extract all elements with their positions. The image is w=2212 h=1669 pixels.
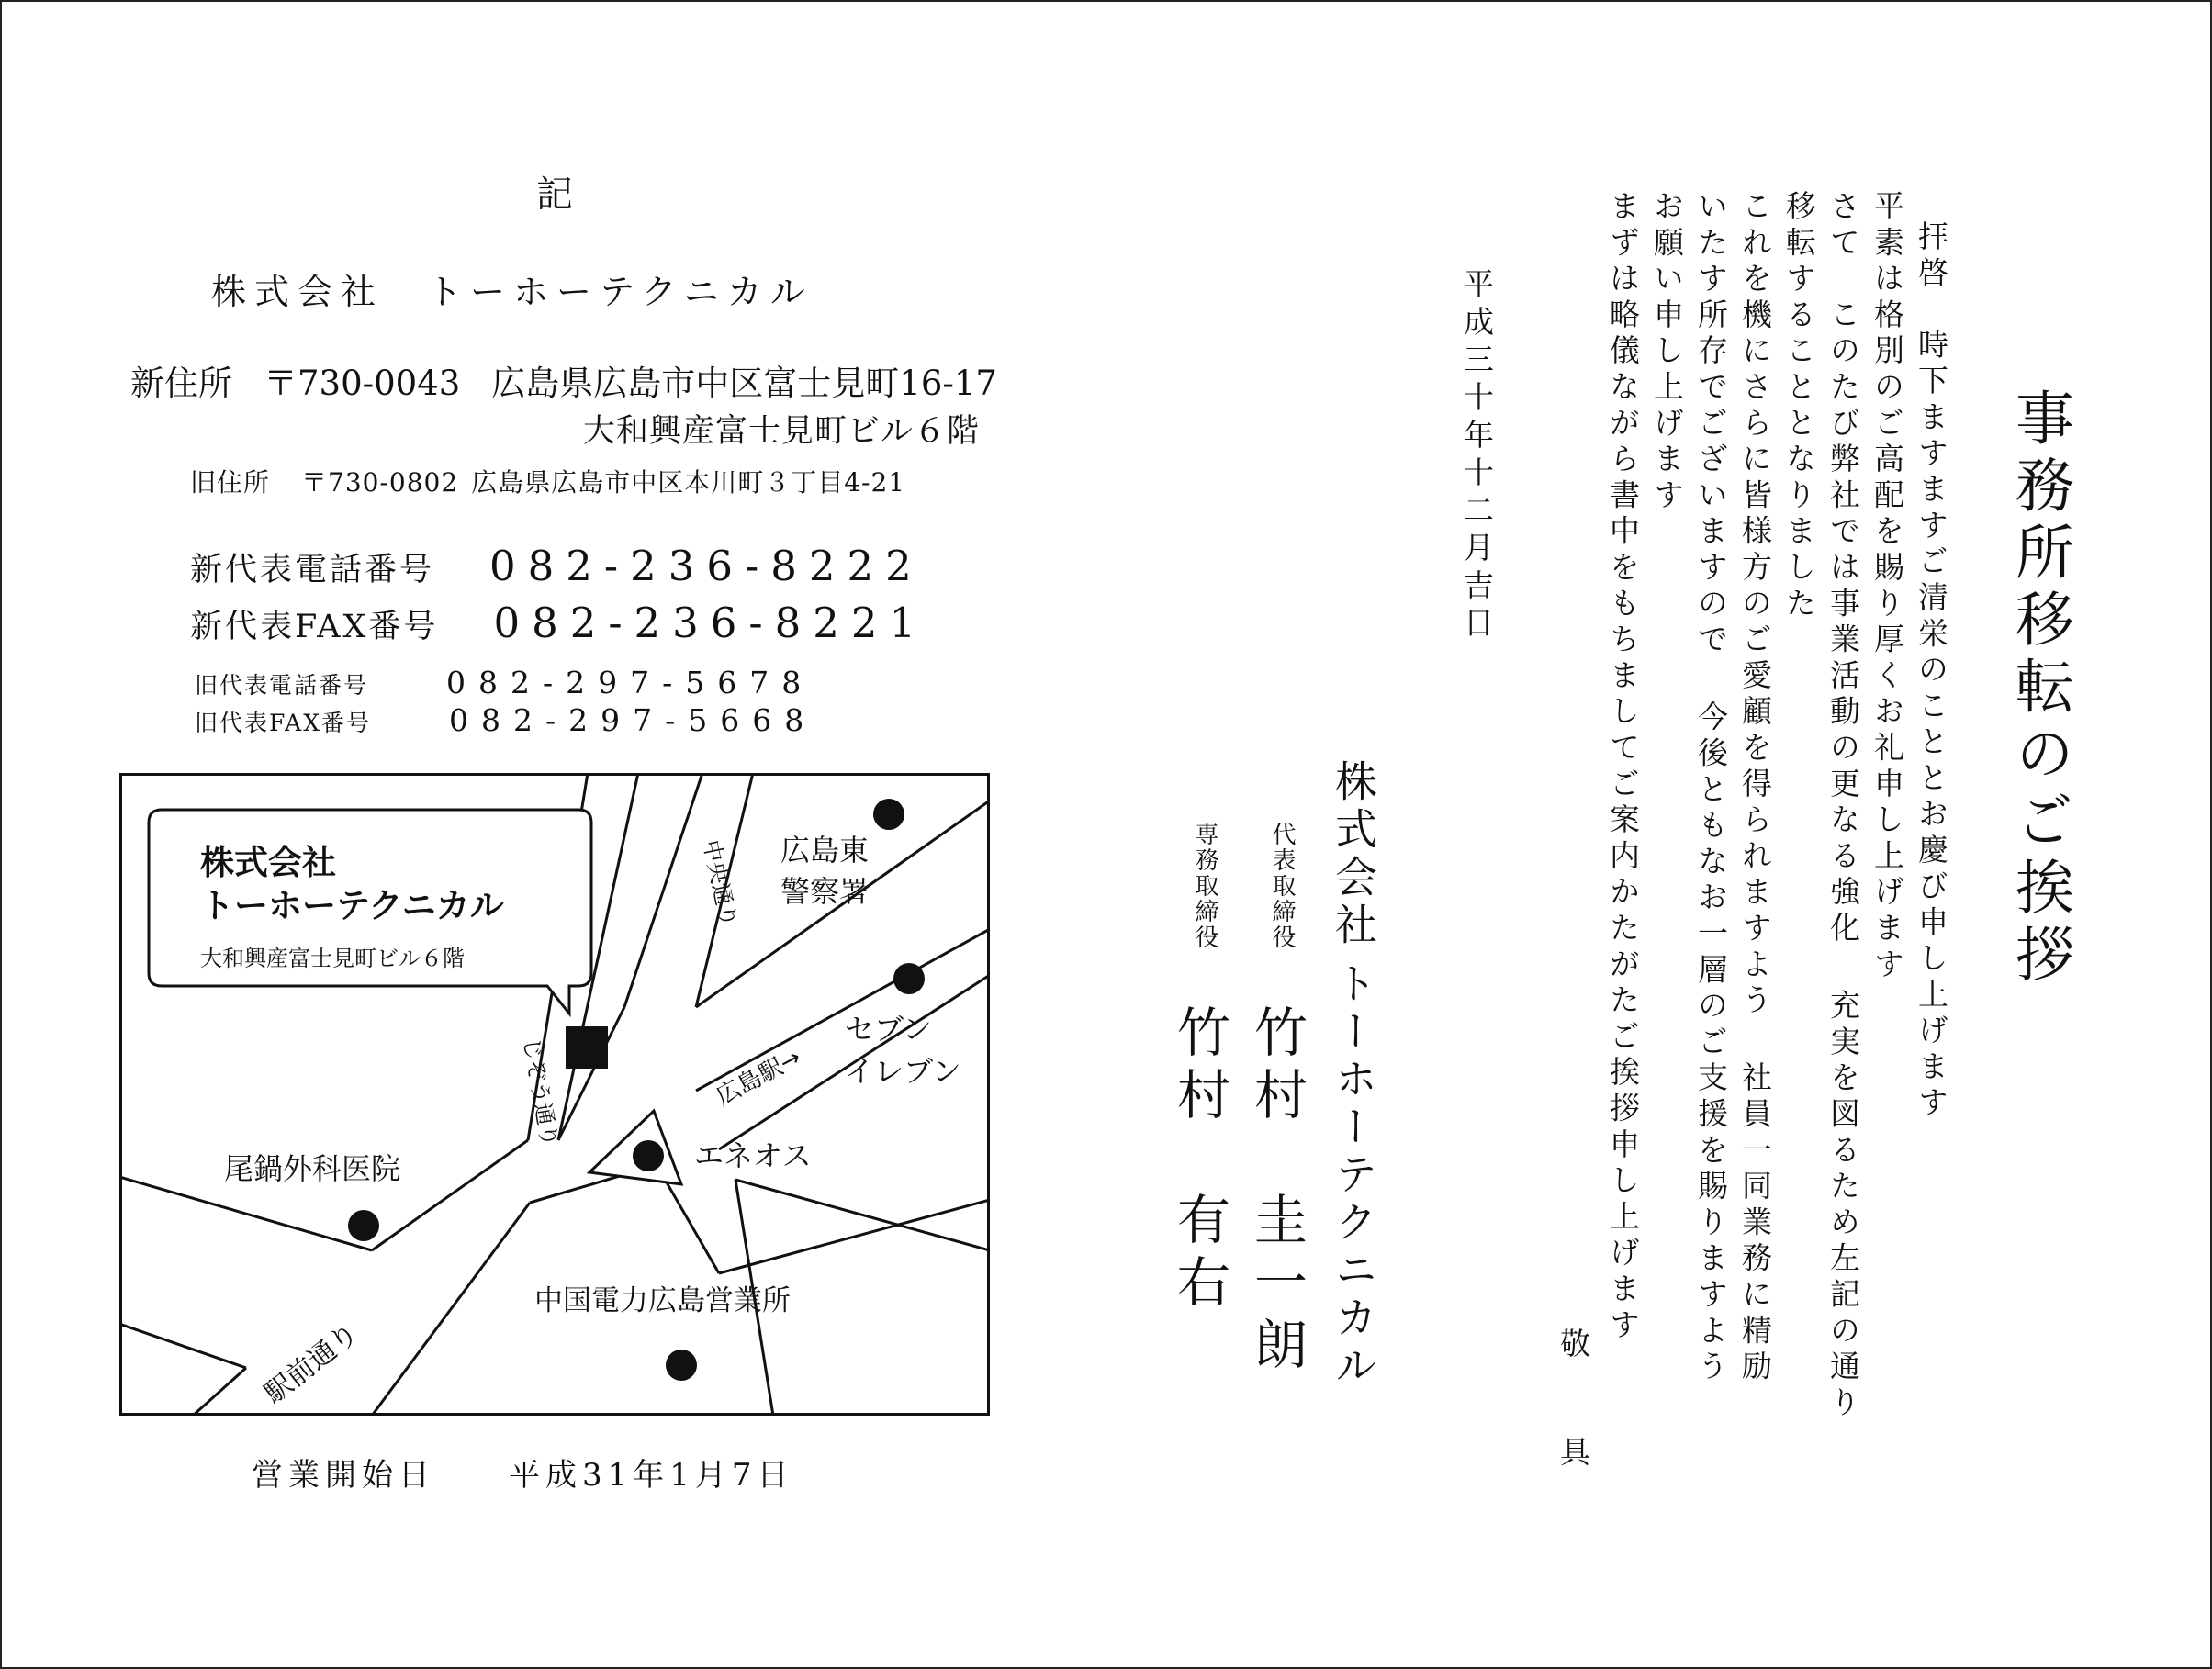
- letter-line-2: 平素は格別のご高配を賜り厚くお礼申し上げます: [1870, 190, 1905, 984]
- opening-label: 営業開始日: [252, 1457, 435, 1494]
- letter-date: 平成三十年十二月吉日: [1459, 268, 1495, 644]
- details-company: 株式会社 トーホーテクニカル: [211, 272, 814, 312]
- closing: 敬 具: [1555, 1327, 1591, 1473]
- new-address-building: 大和興産富士見町ビル６階: [582, 413, 980, 450]
- letter-line-5: これを機にさらに皆様方のご愛顧を得られますよう 社員一同業務に精励: [1737, 190, 1773, 1386]
- road-ekimae-label: 駅前通り: [258, 1316, 365, 1411]
- ki-heading: 記: [536, 174, 573, 216]
- new-address: [130, 355, 997, 405]
- old-address-zip: 〒730-0802: [301, 467, 459, 498]
- opening-row: [252, 1450, 794, 1495]
- old-address: [190, 463, 905, 499]
- police-label-1: 広島東: [780, 833, 870, 868]
- new-address-label: 新住所: [130, 364, 232, 403]
- new-tel-row: [190, 542, 924, 590]
- sender-company-1: 株式会社: [1329, 759, 1378, 950]
- chugoku-dot: [666, 1350, 697, 1381]
- old-tel-number: 082-297-5678: [446, 665, 814, 700]
- callout-building: 大和興産富士見町ビル６階: [200, 946, 465, 971]
- letter-line-3: さて このたび弊社では事業活動の更なる強化 充実を図るため左記の通り: [1825, 190, 1861, 1423]
- new-address-text: 広島県広島市中区富士見町16-17: [491, 364, 997, 403]
- letter-line-1: 拝啓 時下ますますご清栄のこととお慶び申し上げます: [1914, 220, 1949, 1123]
- station-direction: 広島駅→: [712, 1043, 806, 1112]
- letter-line-8: まずは略儀ながら書中をもちましてご案内かたがたご挨拶申し上げます: [1605, 190, 1641, 1345]
- new-tel-label: 新代表電話番号: [190, 552, 435, 588]
- opening-date: 平成31年1月7日: [509, 1457, 794, 1494]
- letter-line-4: 移転することとなりました: [1781, 190, 1817, 623]
- road-chuo-label: 中央通り: [698, 837, 742, 930]
- callout-company-line2: トーホーテクニカル: [200, 886, 504, 925]
- name-representative: 竹村 圭一朗: [1245, 1004, 1308, 1379]
- letter-line-7: お願い申し上げます: [1649, 190, 1685, 515]
- callout-company-line1: 株式会社: [200, 843, 336, 882]
- new-fax-number: 082-236-8221: [493, 599, 928, 647]
- old-tel-row: [195, 665, 814, 700]
- police-dot: [873, 799, 904, 830]
- old-tel-label: 旧代表電話番号: [195, 672, 369, 699]
- sender-company-2: トーホーテクニカル: [1329, 961, 1378, 1391]
- old-fax-row: [195, 702, 816, 738]
- old-fax-number: 082-297-5668: [449, 702, 817, 738]
- old-fax-label: 旧代表FAX番号: [195, 710, 372, 736]
- new-fax-label: 新代表FAX番号: [190, 609, 439, 645]
- announcement-title: 事務所移転のご挨拶: [2005, 387, 2073, 991]
- role-executive: 専務取締役: [1191, 822, 1218, 950]
- role-representative: 代表取締役: [1268, 822, 1296, 950]
- road-jizou-label: じぞう通り: [518, 1036, 563, 1149]
- chugoku-label: 中国電力広島営業所: [534, 1284, 791, 1317]
- office-marker: [566, 1026, 608, 1069]
- access-map: [119, 773, 990, 1416]
- clinic-label: 尾鍋外科医院: [224, 1151, 401, 1186]
- clinic-dot: [348, 1210, 379, 1241]
- new-fax-row: [190, 599, 927, 647]
- eneos-dot: [633, 1140, 664, 1171]
- seven-dot: [893, 963, 925, 994]
- old-address-text: 広島県広島市中区本川町３丁目4-21: [471, 467, 906, 498]
- letter-line-6: いたす所存でございますので 今後ともなお一層のご支援を賜りますよう: [1693, 190, 1729, 1386]
- old-address-label: 旧住所: [190, 467, 271, 498]
- seven-label-2: イレブン: [845, 1054, 961, 1089]
- eneos-label: エネオス: [694, 1138, 812, 1173]
- seven-label-1: セブン: [845, 1012, 932, 1047]
- new-address-zip: 〒730-0043: [264, 364, 461, 403]
- new-tel-number: 082-236-8222: [489, 542, 924, 590]
- police-label-2: 警察署: [780, 874, 870, 909]
- name-executive: 竹村 有右: [1168, 1004, 1230, 1316]
